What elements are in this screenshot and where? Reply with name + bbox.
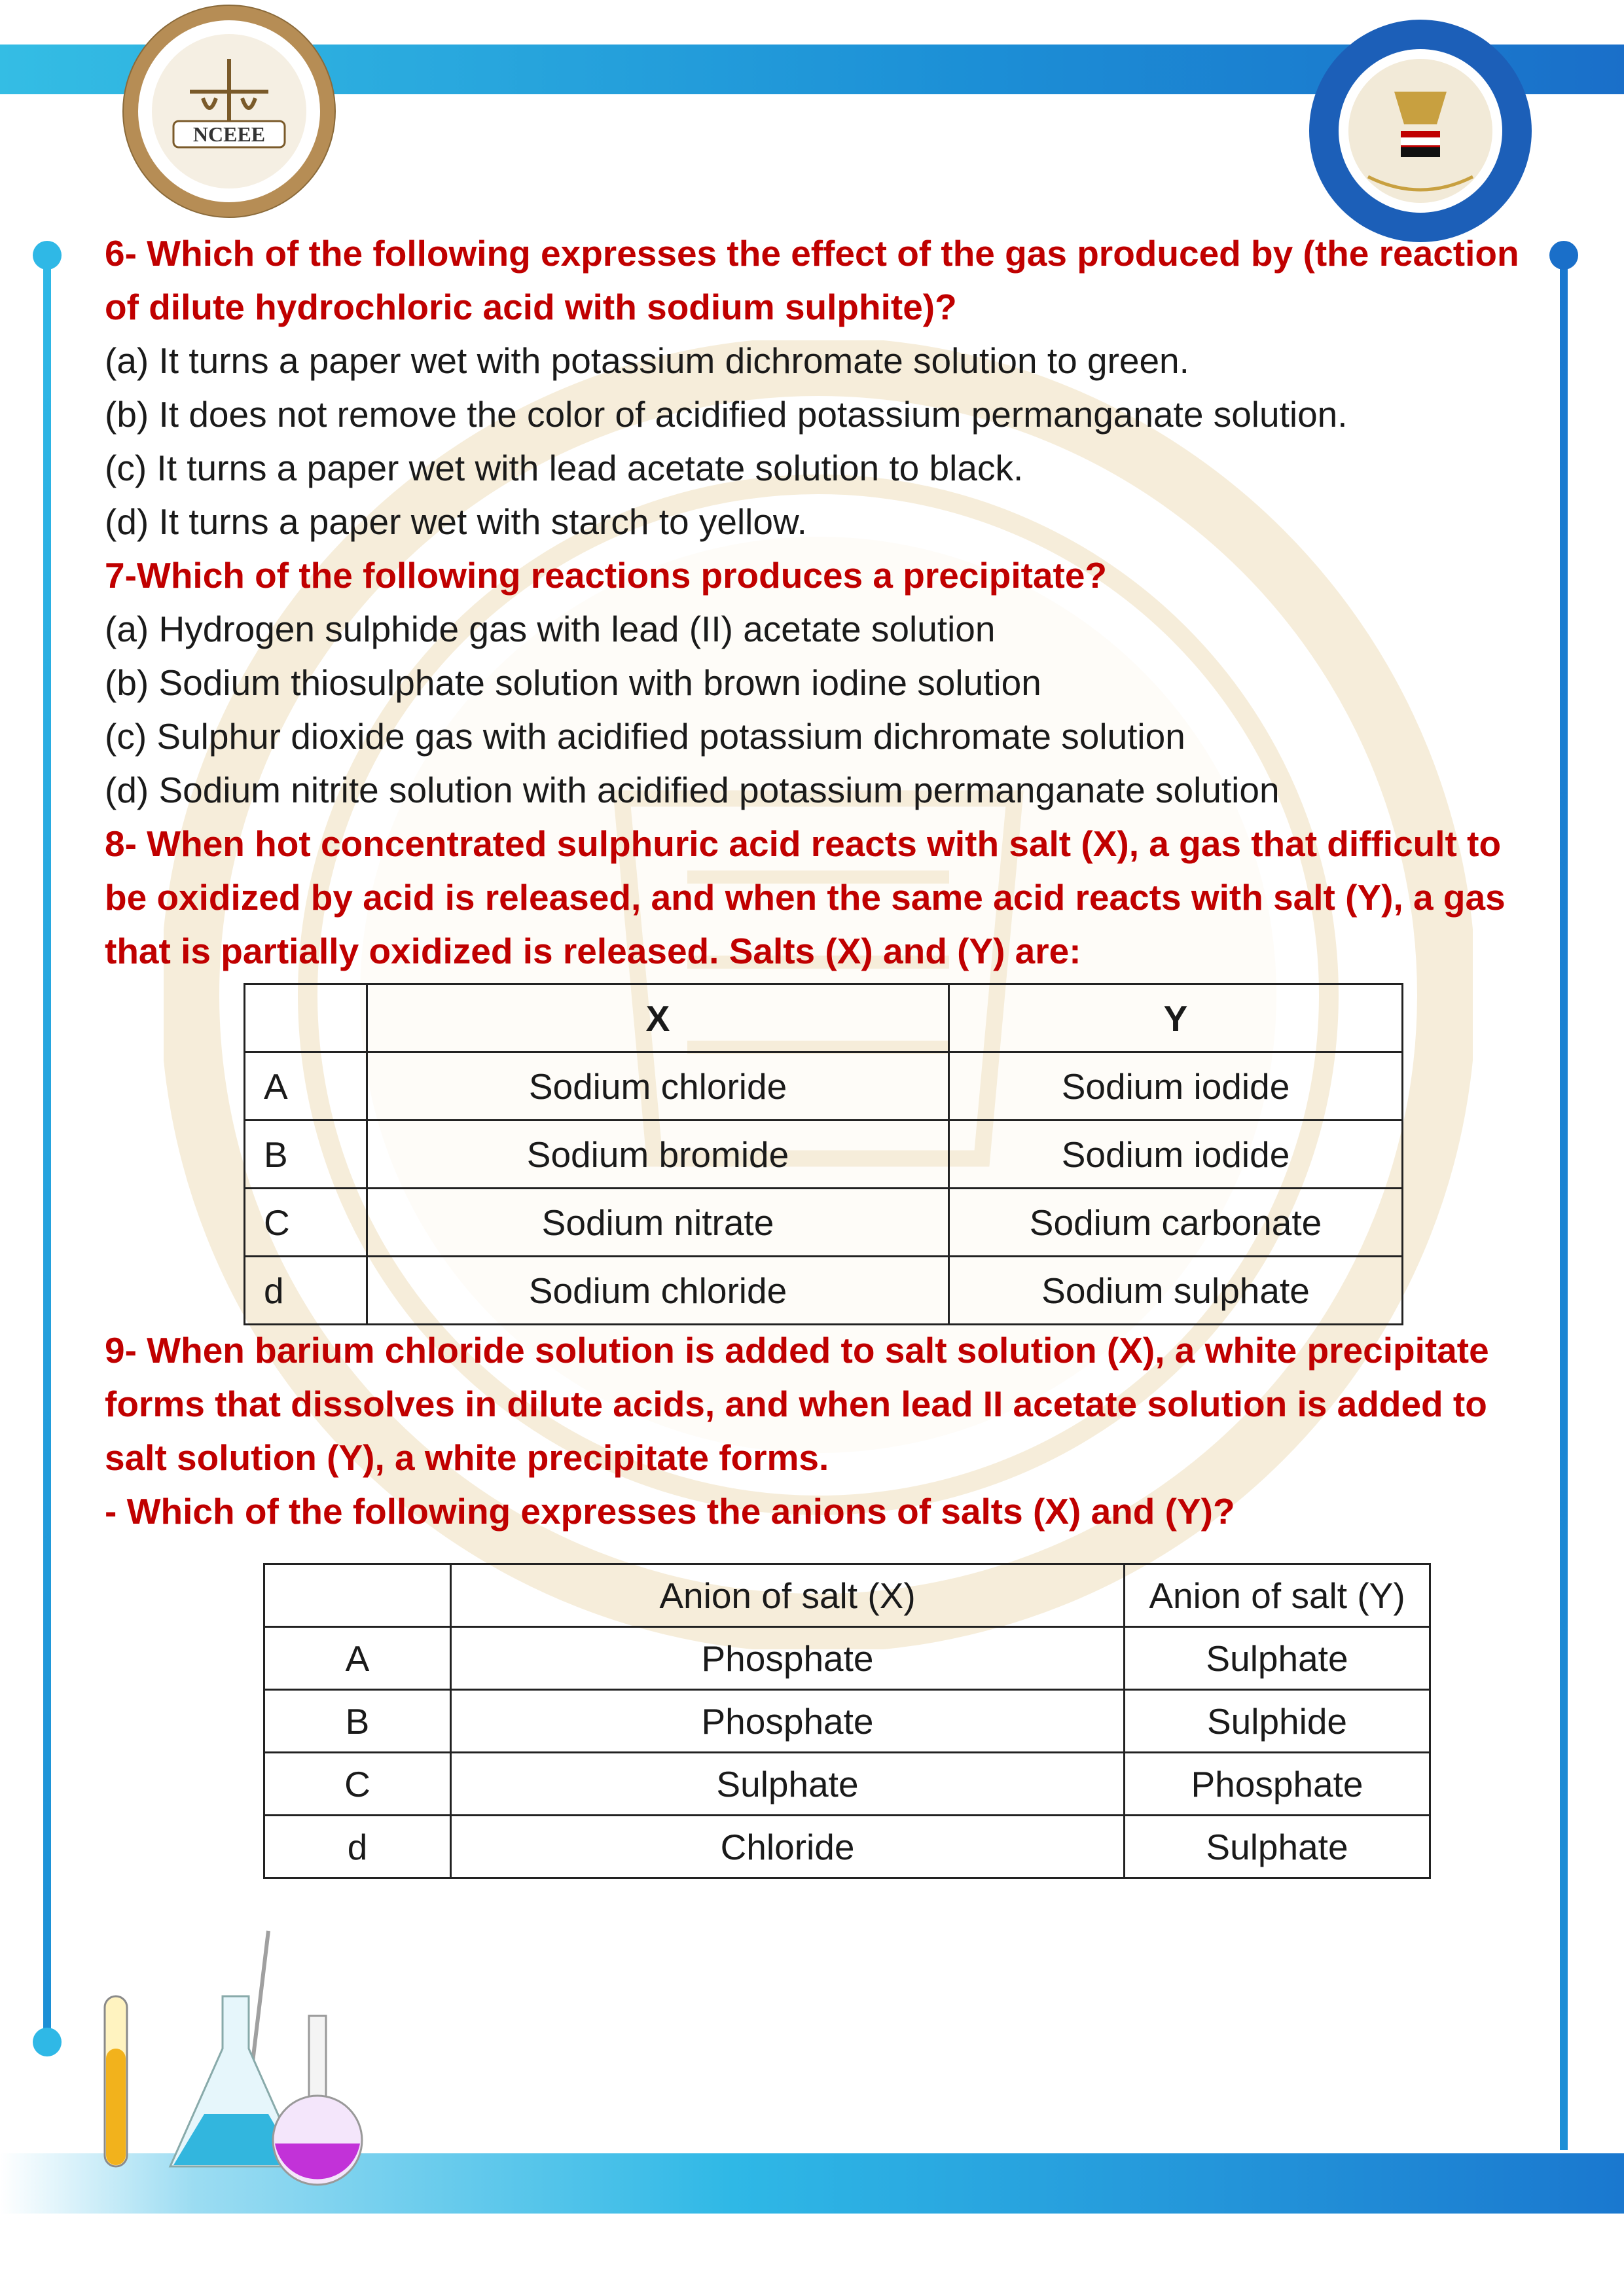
question-7-option-d: (d) Sodium nitrite solution with acidified potassium permanganate solution (105, 770, 1280, 810)
right-frame-dot-top (1549, 241, 1578, 270)
right-frame-line (1560, 252, 1568, 2150)
table-row (264, 1753, 1430, 1816)
table-row (245, 1189, 1403, 1257)
question-8-line-2: be oxidized by acid is released, and when the same acid reacts with salt (Y), a gas (105, 877, 1506, 918)
nceee-logo (111, 0, 347, 223)
table-cell: C (245, 1189, 367, 1257)
table-cell: Phosphate (1125, 1753, 1430, 1816)
table-header-cell: Anion of salt (X) (451, 1564, 1125, 1627)
question-6-option-a: (a) It turns a paper wet with potassium dichromate solution to green. (105, 340, 1189, 381)
table-cell: Sodium chloride (367, 1257, 949, 1325)
table-cell: Sodium iodide (949, 1052, 1403, 1121)
salts-table-q8 (244, 983, 1403, 1325)
left-frame-line (43, 252, 51, 2045)
table-cell: Phosphate (451, 1690, 1125, 1753)
question-6-line-2: of dilute hydrochloric acid with sodium sulphite)? (105, 287, 957, 327)
table-cell: Sodium carbonate (949, 1189, 1403, 1257)
table-cell: Sulphate (1125, 1816, 1430, 1878)
question-8-line-3: that is partially oxidized is released. Salts (X) and (Y) are: (105, 931, 1081, 971)
table-row (264, 1816, 1430, 1878)
table-row (264, 1627, 1430, 1690)
table-header-cell: Anion of salt (Y) (1125, 1564, 1430, 1627)
table-cell: d (245, 1257, 367, 1325)
nceee-logo-text: NCEEE (192, 122, 266, 146)
table-cell: Sulphate (451, 1753, 1125, 1816)
table-header-cell: Y (949, 984, 1403, 1052)
table-header-row (264, 1564, 1430, 1627)
question-6-option-c: (c) It turns a paper wet with lead acetate solution to black. (105, 448, 1024, 488)
question-content (105, 226, 1545, 978)
left-frame-dot-top (33, 241, 62, 270)
table-cell: Sodium chloride (367, 1052, 949, 1121)
question-6-line-1: 6- Which of the following expresses the effect of the gas produced by (the reaction (105, 233, 1519, 274)
table-header-cell (245, 984, 367, 1052)
table-cell: A (245, 1052, 367, 1121)
question-9-line-1: 9- When barium chloride solution is added to salt solution (X), a white precipitate (105, 1330, 1489, 1371)
table-header-cell: X (367, 984, 949, 1052)
table-cell: Chloride (451, 1816, 1125, 1878)
question-6-option-d: (d) It turns a paper wet with starch to yellow. (105, 501, 807, 542)
question-6-option-b: (b) It does not remove the color of acidified potassium permanganate solution. (105, 394, 1348, 435)
anions-table-q9 (263, 1563, 1431, 1879)
table-row (245, 1052, 1403, 1121)
question-8-line-1: 8- When hot concentrated sulphuric acid reacts with salt (X), a gas that difficult to (105, 823, 1502, 864)
question-7-option-b: (b) Sodium thiosulphate solution with brown iodine solution (105, 662, 1041, 703)
question-7-option-c: (c) Sulphur dioxide gas with acidified potassium dichromate solution (105, 716, 1185, 757)
ministry-logo (1296, 13, 1545, 249)
question-7-option-a: (a) Hydrogen sulphide gas with lead (II) acetate solution (105, 609, 996, 649)
question-7-line-1: 7-Which of the following reactions produces a precipitate? (105, 555, 1108, 596)
ministry-logo-text (0, 0, 1, 1)
table-cell: Sodium sulphate (949, 1257, 1403, 1325)
question-9-block (105, 1323, 1545, 1538)
question-9-line-2: forms that dissolves in dilute acids, and when lead II acetate solution is added to (105, 1384, 1487, 1424)
table-cell: B (264, 1690, 451, 1753)
table-row (264, 1690, 1430, 1753)
table-header-cell (264, 1564, 451, 1627)
table-cell: Sodium iodide (949, 1121, 1403, 1189)
table-row (245, 1257, 1403, 1325)
table-cell: Phosphate (451, 1627, 1125, 1690)
table-cell: C (264, 1753, 451, 1816)
lab-glassware-illustration (52, 1918, 393, 2193)
question-9-line-3: salt solution (Y), a white precipitate forms. (105, 1437, 829, 1478)
table-cell: Sodium nitrate (367, 1189, 949, 1257)
table-cell: A (264, 1627, 451, 1690)
table-cell: d (264, 1816, 451, 1878)
table-header-row (245, 984, 1403, 1052)
table-row (245, 1121, 1403, 1189)
table-cell: Sodium bromide (367, 1121, 949, 1189)
table-cell: Sulphide (1125, 1690, 1430, 1753)
table-cell: B (245, 1121, 367, 1189)
question-9-line-4: - Which of the following expresses the anions of salts (X) and (Y)? (105, 1491, 1235, 1532)
table-cell: Sulphate (1125, 1627, 1430, 1690)
